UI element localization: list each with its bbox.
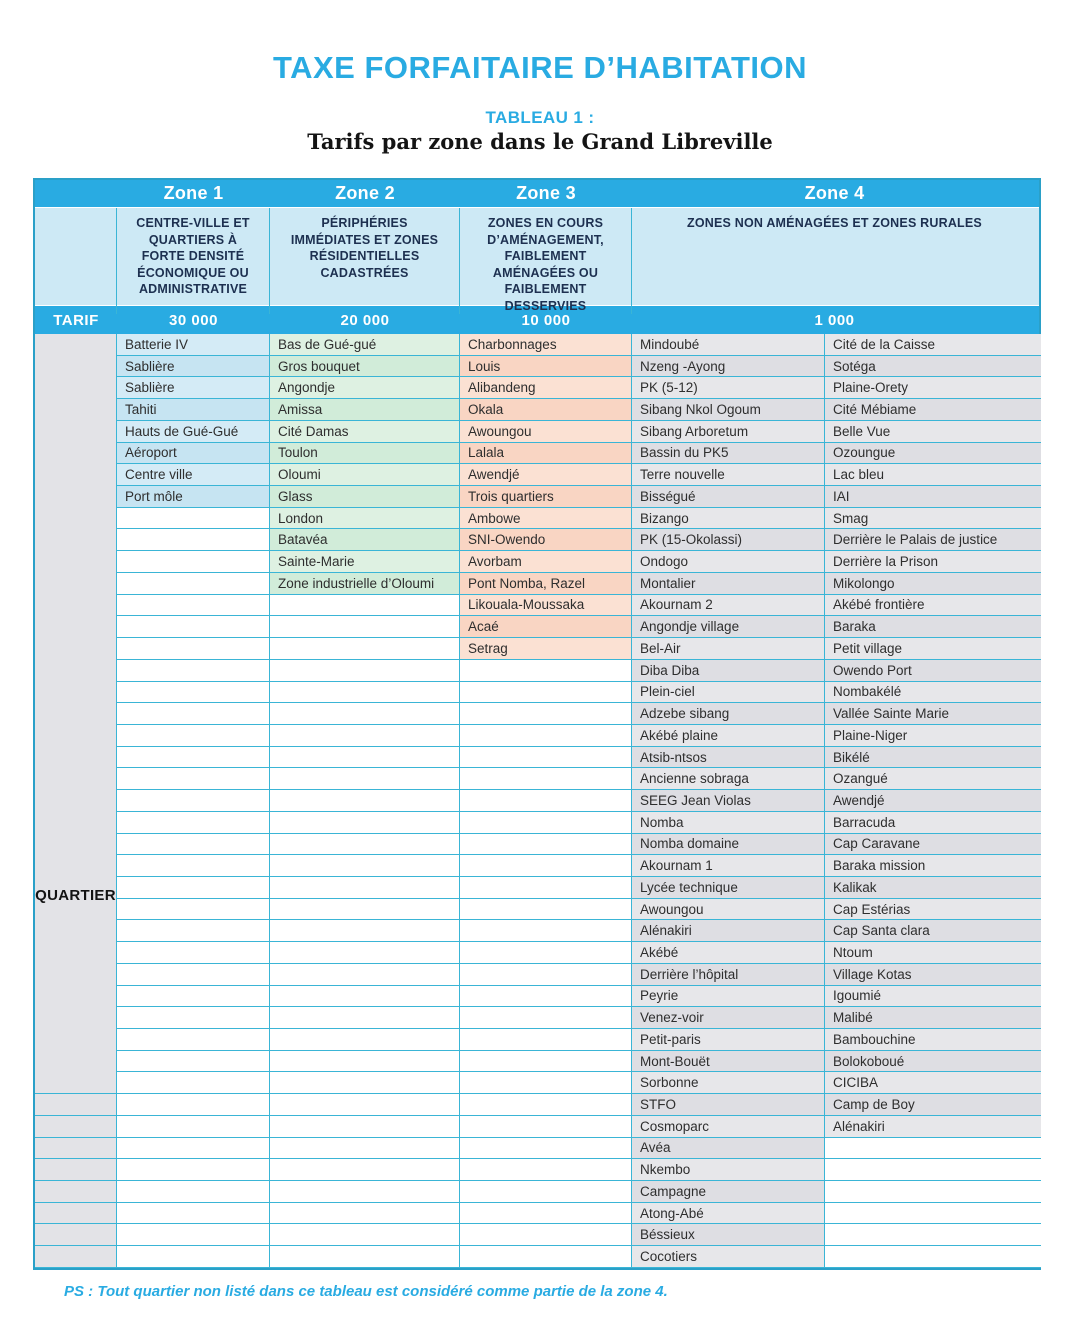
label-empty-cell (35, 1116, 117, 1138)
empty-cell (460, 1029, 632, 1051)
quartier-cell: Awendjé (460, 464, 632, 486)
quartier-cell: Batavéa (270, 529, 460, 551)
quartier-cell: Diba Diba (632, 660, 825, 682)
quartier-cell: Avorbam (460, 551, 632, 573)
empty-cell (270, 1094, 460, 1116)
empty-cell (117, 703, 270, 725)
quartier-cell: SEEG Jean Violas (632, 790, 825, 812)
empty-cell (117, 920, 270, 942)
quartier-cell: Centre ville (117, 464, 270, 486)
empty-cell (460, 790, 632, 812)
empty-cell (117, 1051, 270, 1073)
quartier-cell: Lycée technique (632, 877, 825, 899)
label-empty-cell (35, 1181, 117, 1203)
empty-cell (270, 790, 460, 812)
quartier-cell: Ondogo (632, 551, 825, 573)
quartier-cell: Akournam 2 (632, 595, 825, 617)
quartier-cell: Alénakiri (825, 1116, 1041, 1138)
quartier-cell: Mont-Bouët (632, 1051, 825, 1073)
zone2-description: PÉRIPHÉRIES IMMÉDIATES ET ZONES RÉSIDENTIELLES CADASTRÉES (270, 208, 460, 314)
quartier-cell: Akébé plaine (632, 725, 825, 747)
empty-cell (270, 877, 460, 899)
empty-cell (270, 682, 460, 704)
quartier-cell: SNI-Owendo (460, 529, 632, 551)
quartier-cell: Akournam 1 (632, 855, 825, 877)
quartier-cell: Atong-Abé (632, 1203, 825, 1225)
quartier-cell: Glass (270, 486, 460, 508)
page-title: TAXE FORFAITAIRE D’HABITATION (272, 50, 807, 85)
empty-cell (117, 1203, 270, 1225)
quartier-cell: Petit village (825, 638, 1041, 660)
empty-cell (270, 1029, 460, 1051)
quartier-cell: PK (15-Okolassi) (632, 529, 825, 551)
empty-cell (825, 1181, 1041, 1203)
page-subtitle: Tarifs par zone dans le Grand Libreville (307, 129, 773, 154)
quartier-cell: Alénakiri (632, 920, 825, 942)
empty-cell (117, 747, 270, 769)
empty-cell (117, 551, 270, 573)
quartier-cell: Nomba domaine (632, 834, 825, 856)
empty-cell (270, 920, 460, 942)
empty-cell (825, 1224, 1041, 1246)
empty-cell (270, 1181, 460, 1203)
quartier-cell: Village Kotas (825, 964, 1041, 986)
zone3-description: ZONES EN COURS D’AMÉNAGEMENT, FAIBLEMENT AMÉNAGÉES OU FAIBLEMENT DESSERVIES (460, 208, 632, 314)
zone2-tarif: 20 000 (340, 311, 390, 329)
quartier-cell: Bassin du PK5 (632, 443, 825, 465)
empty-cell (460, 1203, 632, 1225)
quartier-cell: Likouala-Moussaka (460, 595, 632, 617)
empty-cell (117, 616, 270, 638)
empty-cell (460, 1094, 632, 1116)
empty-cell (117, 790, 270, 812)
zone4-tarif: 1 000 (814, 311, 855, 329)
quartier-cell: Nombakélé (825, 682, 1041, 704)
quartier-cell: Sibang Arboretum (632, 421, 825, 443)
empty-cell (270, 964, 460, 986)
empty-cell (270, 1224, 460, 1246)
empty-cell (117, 812, 270, 834)
quartier-cell: Toulon (270, 443, 460, 465)
empty-cell (825, 1138, 1041, 1160)
quartier-cell: Belle Vue (825, 421, 1041, 443)
tarif-label: TARIF (53, 311, 99, 329)
quartier-cell: Vallée Sainte Marie (825, 703, 1041, 725)
quartier-cell: Montalier (632, 573, 825, 595)
quartier-cell: Angondje (270, 377, 460, 399)
quartier-cell: STFO (632, 1094, 825, 1116)
empty-cell (117, 768, 270, 790)
tableau-label: TABLEAU 1 : (485, 108, 595, 127)
empty-cell (460, 1007, 632, 1029)
description-corner (35, 208, 117, 314)
empty-cell (117, 1094, 270, 1116)
empty-cell (117, 1159, 270, 1181)
label-empty-cell (35, 1138, 117, 1160)
quartier-cell: Cité de la Caisse (825, 334, 1041, 356)
empty-cell (270, 1007, 460, 1029)
empty-cell (270, 942, 460, 964)
quartier-cell: Sablière (117, 377, 270, 399)
empty-cell (460, 1072, 632, 1094)
zone4-header: Zone 4 (804, 183, 865, 203)
empty-cell (460, 1246, 632, 1268)
quartier-cell: Sorbonne (632, 1072, 825, 1094)
quartier-cell: Setrag (460, 638, 632, 660)
quartier-grid (35, 334, 1039, 1268)
quartier-cell: Derrière le Palais de justice (825, 529, 1041, 551)
empty-cell (270, 768, 460, 790)
quartier-cell: London (270, 508, 460, 530)
quartier-cell: Peyrie (632, 986, 825, 1008)
empty-cell (460, 703, 632, 725)
empty-cell (270, 899, 460, 921)
zone1-description: CENTRE-VILLE ET QUARTIERS À FORTE DENSITÉ ÉCONOMIQUE OU ADMINISTRATIVE (117, 208, 270, 314)
empty-cell (460, 682, 632, 704)
quartier-cell: CICIBA (825, 1072, 1041, 1094)
empty-cell (117, 638, 270, 660)
quartier-cell: Bisségué (632, 486, 825, 508)
quartier-cell: Camp de Boy (825, 1094, 1041, 1116)
zone4-description: ZONES NON AMÉNAGÉES ET ZONES RURALES (687, 216, 982, 230)
quartier-cell: Akébé (632, 942, 825, 964)
empty-cell (117, 682, 270, 704)
quartier-cell: Nzeng -Ayong (632, 356, 825, 378)
quartier-cell: Zone industrielle d’Oloumi (270, 573, 460, 595)
quartier-cell: Tahiti (117, 399, 270, 421)
quartier-cell: Pont Nomba, Razel (460, 573, 632, 595)
zone2-header: Zone 2 (335, 183, 395, 203)
empty-cell (460, 1181, 632, 1203)
label-empty-cell (35, 1094, 117, 1116)
empty-cell (270, 1051, 460, 1073)
empty-cell (270, 1072, 460, 1094)
quartier-cell: Bambouchine (825, 1029, 1041, 1051)
quartier-cell: Baraka mission (825, 855, 1041, 877)
quartier-cell: Sotéga (825, 356, 1041, 378)
quartier-cell: Cap Estérias (825, 899, 1041, 921)
quartier-cell: Trois quartiers (460, 486, 632, 508)
quartier-cell: Derrière la Prison (825, 551, 1041, 573)
empty-cell (460, 660, 632, 682)
zone-header-row (35, 180, 1039, 207)
empty-cell (117, 595, 270, 617)
quartier-cell: Lac bleu (825, 464, 1041, 486)
empty-cell (460, 768, 632, 790)
quartier-cell: Port môle (117, 486, 270, 508)
quartier-cell: Batterie IV (117, 334, 270, 356)
quartier-cell: Cosmoparc (632, 1116, 825, 1138)
quartier-cell: Cocotiers (632, 1246, 825, 1268)
empty-cell (117, 529, 270, 551)
quartier-cell: Mikolongo (825, 573, 1041, 595)
quartier-cell: Malibé (825, 1007, 1041, 1029)
quartier-cell: Kalikak (825, 877, 1041, 899)
empty-cell (117, 1246, 270, 1268)
quartier-cell: Bolokoboué (825, 1051, 1041, 1073)
tarif-row (35, 306, 1039, 334)
empty-cell (460, 747, 632, 769)
empty-cell (117, 1072, 270, 1094)
empty-cell (270, 834, 460, 856)
empty-cell (270, 616, 460, 638)
quartier-cell: Oloumi (270, 464, 460, 486)
quartier-cell: Lalala (460, 443, 632, 465)
empty-cell (117, 986, 270, 1008)
empty-cell (825, 1203, 1041, 1225)
empty-cell (460, 1051, 632, 1073)
empty-cell (460, 834, 632, 856)
quartier-cell: Cap Santa clara (825, 920, 1041, 942)
empty-cell (460, 1224, 632, 1246)
quartier-cell: Smag (825, 508, 1041, 530)
quartier-row-label-cell (35, 334, 117, 1094)
quartier-cell: Petit-paris (632, 1029, 825, 1051)
quartier-cell: Venez-voir (632, 1007, 825, 1029)
quartier-cell: Bel-Air (632, 638, 825, 660)
quartier-cell: Gros bouquet (270, 356, 460, 378)
quartier-cell: Ozangué (825, 768, 1041, 790)
quartier-cell: Ambowe (460, 508, 632, 530)
empty-cell (117, 1116, 270, 1138)
quartier-cell: Cap Caravane (825, 834, 1041, 856)
empty-cell (460, 1159, 632, 1181)
quartier-cell: Nomba (632, 812, 825, 834)
quartier-cell: Angondje village (632, 616, 825, 638)
quartier-cell: Plaine-Niger (825, 725, 1041, 747)
zone-header-corner (35, 180, 117, 207)
quartier-cell: Mindoubé (632, 334, 825, 356)
empty-cell (117, 877, 270, 899)
empty-cell (270, 703, 460, 725)
zone3-tarif: 10 000 (521, 311, 571, 329)
empty-cell (117, 660, 270, 682)
quartier-cell: Nkembo (632, 1159, 825, 1181)
quartier-cell: PK (5-12) (632, 377, 825, 399)
quartier-cell: Awoungou (460, 421, 632, 443)
empty-cell (117, 573, 270, 595)
label-empty-cell (35, 1203, 117, 1225)
quartier-cell: Bas de Gué-gué (270, 334, 460, 356)
zone3-header: Zone 3 (516, 183, 576, 203)
empty-cell (460, 942, 632, 964)
empty-cell (270, 1138, 460, 1160)
footnote: PS : Tout quartier non listé dans ce tableau est considéré comme partie de la zone 4. (64, 1283, 668, 1300)
quartier-cell: Amissa (270, 399, 460, 421)
empty-cell (117, 899, 270, 921)
quartier-cell: Owendo Port (825, 660, 1041, 682)
quartier-cell: IAI (825, 486, 1041, 508)
quartier-cell: Sainte-Marie (270, 551, 460, 573)
empty-cell (460, 1116, 632, 1138)
empty-cell (117, 1224, 270, 1246)
empty-cell (117, 1181, 270, 1203)
empty-cell (460, 1138, 632, 1160)
quartier-cell: Barracuda (825, 812, 1041, 834)
empty-cell (270, 1203, 460, 1225)
zone1-header: Zone 1 (163, 183, 224, 203)
empty-cell (460, 920, 632, 942)
quartier-cell: Baraka (825, 616, 1041, 638)
label-empty-cell (35, 1224, 117, 1246)
quartier-cell: Alibandeng (460, 377, 632, 399)
empty-cell (825, 1159, 1041, 1181)
empty-cell (270, 725, 460, 747)
quartier-cell: Atsib-ntsos (632, 747, 825, 769)
empty-cell (117, 855, 270, 877)
quartier-cell: Derrière l’hôpital (632, 964, 825, 986)
empty-cell (270, 660, 460, 682)
empty-cell (460, 877, 632, 899)
empty-cell (825, 1246, 1041, 1268)
empty-cell (270, 638, 460, 660)
quartier-cell: Okala (460, 399, 632, 421)
quartier-cell: Akébé frontière (825, 595, 1041, 617)
quartier-cell: Cité Damas (270, 421, 460, 443)
tariff-table (33, 178, 1041, 1270)
quartier-cell: Igoumié (825, 986, 1041, 1008)
empty-cell (270, 1159, 460, 1181)
quartier-cell: Sablière (117, 356, 270, 378)
quartier-cell: Hauts de Gué-Gué (117, 421, 270, 443)
empty-cell (117, 1029, 270, 1051)
empty-cell (460, 986, 632, 1008)
quartier-cell: Charbonnages (460, 334, 632, 356)
empty-cell (117, 942, 270, 964)
quartier-cell: Adzebe sibang (632, 703, 825, 725)
quartier-cell: Awoungou (632, 899, 825, 921)
zone1-tarif: 30 000 (169, 311, 218, 329)
quartier-cell: Ozoungue (825, 443, 1041, 465)
quartier-cell: Acaé (460, 616, 632, 638)
empty-cell (270, 812, 460, 834)
quartier-cell: Terre nouvelle (632, 464, 825, 486)
quartier-cell: Bikélé (825, 747, 1041, 769)
quartier-cell: Campagne (632, 1181, 825, 1203)
empty-cell (117, 834, 270, 856)
empty-cell (117, 964, 270, 986)
empty-cell (270, 1116, 460, 1138)
quartier-cell: Plein-ciel (632, 682, 825, 704)
zone-description-row (35, 207, 1039, 313)
label-empty-cell (35, 1159, 117, 1181)
empty-cell (460, 725, 632, 747)
label-empty-cell (35, 1246, 117, 1268)
empty-cell (460, 855, 632, 877)
empty-cell (270, 1246, 460, 1268)
empty-cell (117, 1138, 270, 1160)
empty-cell (270, 855, 460, 877)
quartier-cell: Plaine-Orety (825, 377, 1041, 399)
quartier-cell: Louis (460, 356, 632, 378)
quartier-cell: Cité Mébiame (825, 399, 1041, 421)
quartier-cell: Bizango (632, 508, 825, 530)
empty-cell (117, 1007, 270, 1029)
quartier-cell: Awendjé (825, 790, 1041, 812)
empty-cell (270, 747, 460, 769)
empty-cell (460, 899, 632, 921)
empty-cell (117, 508, 270, 530)
quartier-cell: Avéa (632, 1138, 825, 1160)
empty-cell (460, 964, 632, 986)
empty-cell (270, 595, 460, 617)
empty-cell (460, 812, 632, 834)
quartier-cell: Ancienne sobraga (632, 768, 825, 790)
quartier-label: QUARTIER (35, 887, 116, 904)
quartier-cell: Sibang Nkol Ogoum (632, 399, 825, 421)
quartier-cell: Ntoum (825, 942, 1041, 964)
quartier-cell: Béssieux (632, 1224, 825, 1246)
quartier-cell: Aéroport (117, 443, 270, 465)
empty-cell (270, 986, 460, 1008)
empty-cell (117, 725, 270, 747)
